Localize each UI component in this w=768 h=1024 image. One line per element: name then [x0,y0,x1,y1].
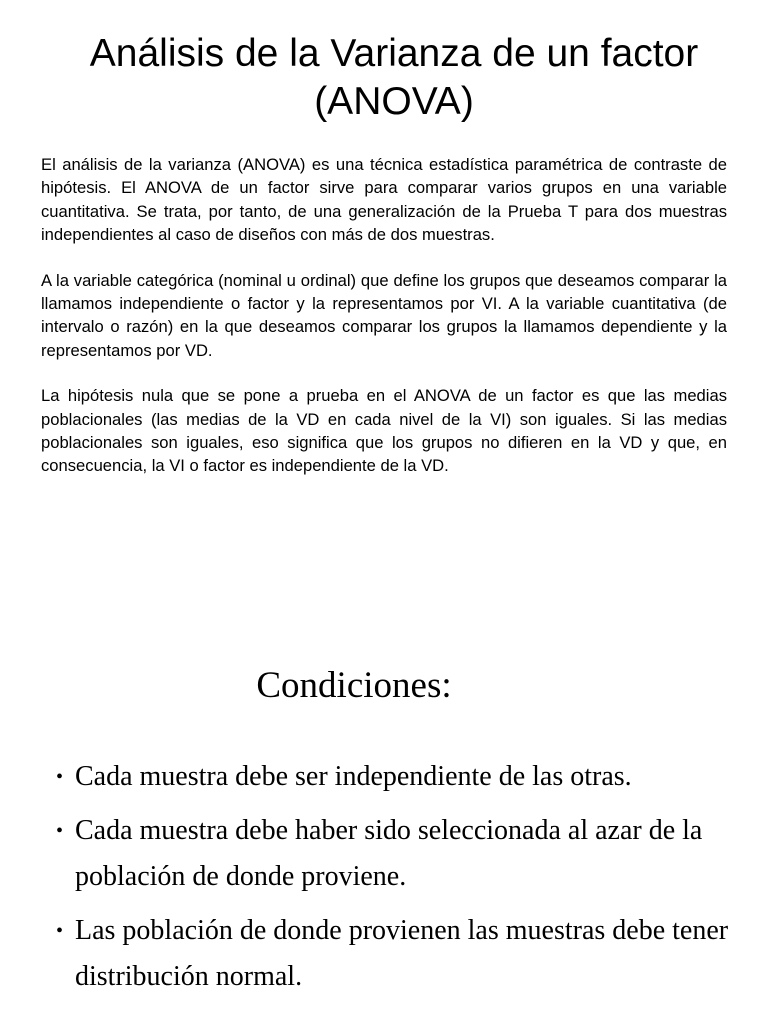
paragraph-hypothesis: La hipótesis nula que se pone a prueba en el ANOVA de un factor es que las medias poblacionales (las medias de la VD en cada nivel de la VI) son iguales. Si las medias poblacionales son iguales, eso significa que los grupos no difieren en la VD y que, en consecuencia, la VI o factor es independiente de la VD. [41,386,727,476]
conditions-heading: Condiciones: [256,665,452,706]
condition-item [56,908,736,1000]
condition-text: Cada muestra debe ser independiente de las otras. [75,761,632,792]
bullet-icon: • [56,820,64,842]
bullet-icon: • [56,766,64,788]
page-title: Análisis de la Varianza de un factor (ANOVA) [89,32,699,123]
condition-item [56,754,736,800]
bullet-icon: • [56,920,64,942]
condition-item [56,808,736,900]
condition-text: Cada muestra debe haber sido seleccionada al azar de la población de donde proviene. [75,815,703,892]
intro-text [41,153,727,500]
condition-text: Las población de donde provienen las muestras debe tener distribución normal. [75,915,729,992]
conditions-list [56,754,736,1008]
paragraph-variables: A la variable categórica (nominal u ordinal) que define los grupos que deseamos comparar la llamamos independiente o factor y la representamos por VI. A la variable cuantitativa (de intervalo o razón) en la que deseamos comparar los grupos la llamamos dependiente y la representamos por VD. [41,270,727,360]
paragraph-definition: El análisis de la varianza (ANOVA) es una técnica estadística paramétrica de contraste de hipótesis. El ANOVA de un factor sirve para comparar varios grupos en una variable cuantitativa. Se trata, por tanto, de una generalización de la Prueba T para dos muestras independientes al caso de diseños con más de dos muestras. [41,155,727,245]
